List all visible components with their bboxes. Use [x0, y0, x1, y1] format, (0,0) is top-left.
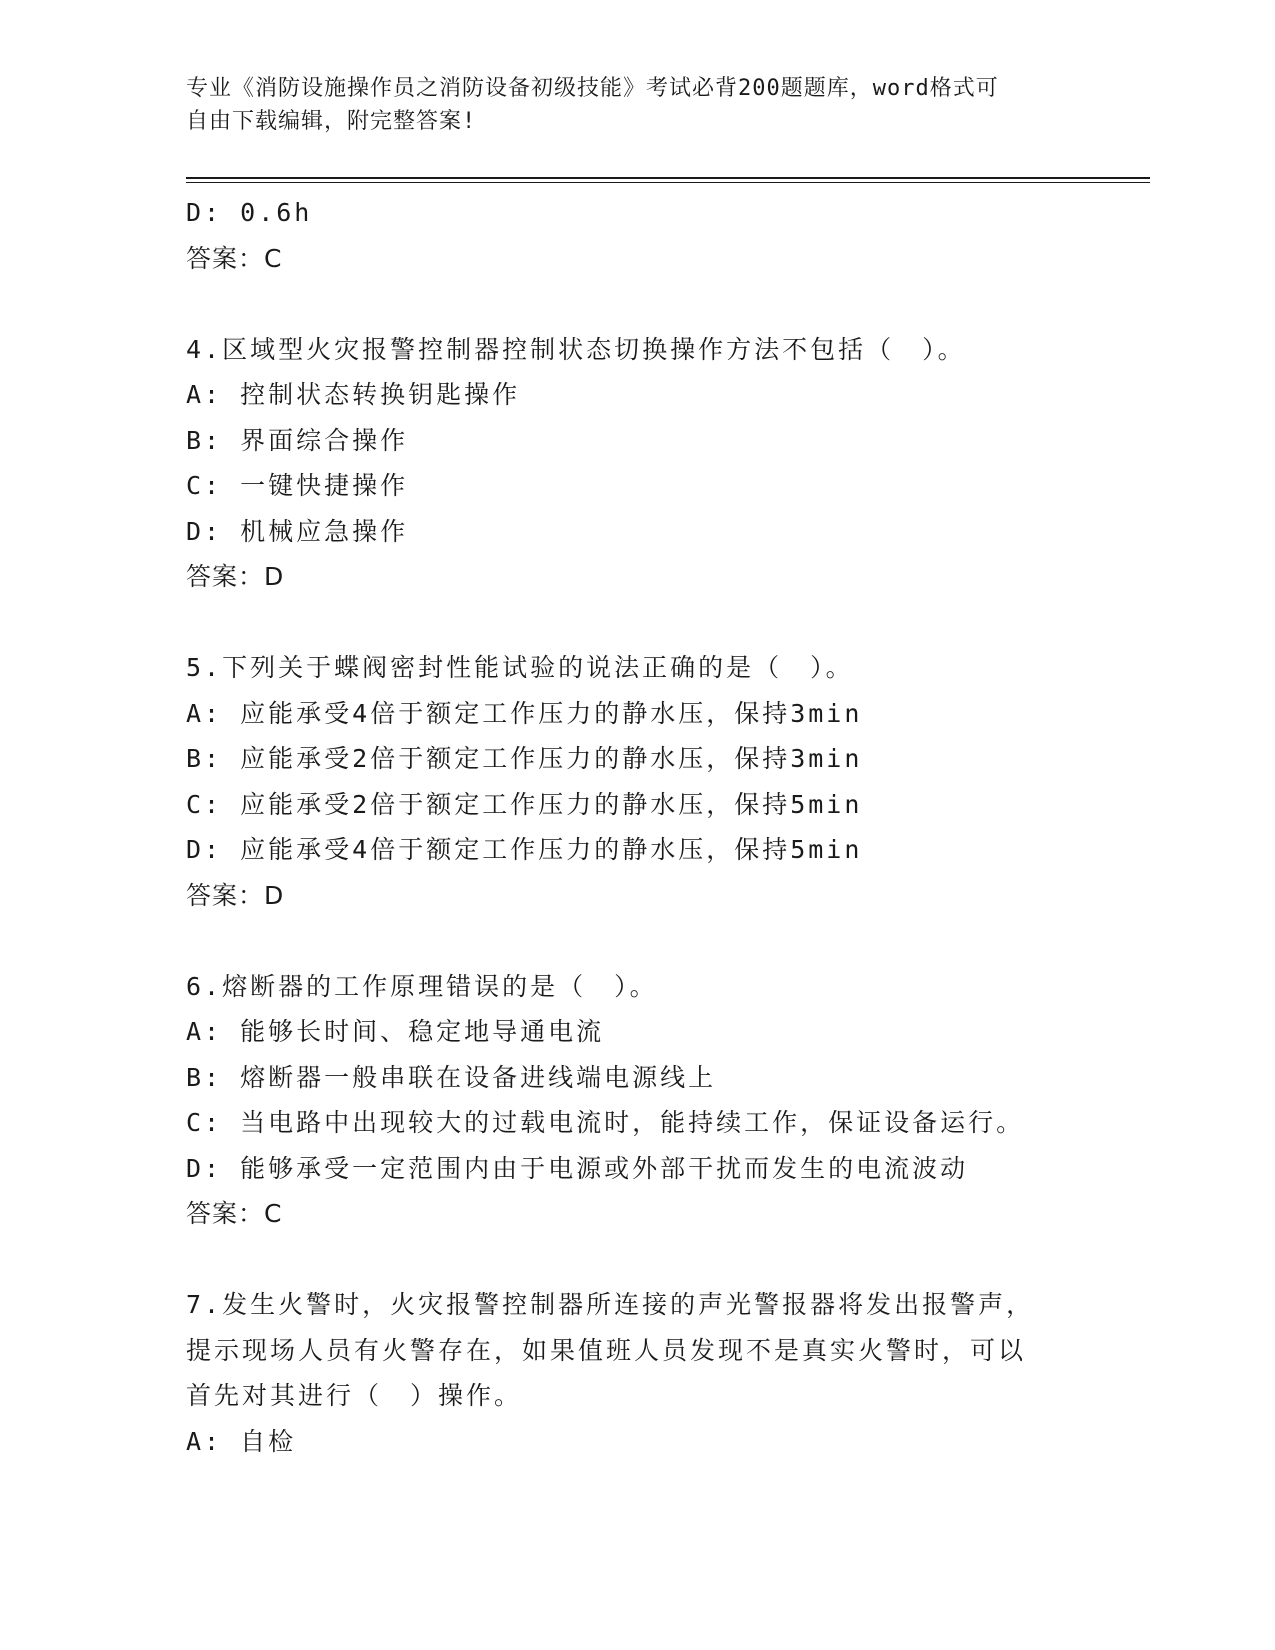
stem-line: 首先对其进行（ ）操作。: [186, 1381, 523, 1410]
stem-line: 提示现场人员有火警存在，如果值班人员发现不是真实火警时，可以: [186, 1335, 1027, 1365]
stem-line: 7.发生火警时，火灾报警控制器所连接的声光警报器将发出报警声，: [186, 1290, 1035, 1319]
option-c: C: 应能承受2倍于额定工作压力的静水压，保持5min: [186, 789, 863, 819]
option-a: A: 控制状态转换钥匙操作: [186, 380, 521, 409]
question-stem: [186, 1282, 1146, 1419]
option-b: B: 熔断器一般串联在设备进线端电源线上: [186, 1062, 717, 1092]
question-stem: [186, 964, 1146, 1010]
question-4: [186, 327, 1146, 600]
page-header: [186, 72, 1066, 138]
option-d: D: 能够承受一定范围内由于电源或外部干扰而发生的电流波动: [186, 1153, 969, 1183]
stem-line: 4.区域型火灾报警控制器控制状态切换操作方法不包括（ ）。: [186, 334, 966, 364]
question-6: [186, 964, 1146, 1237]
option-d: D: 机械应急操作: [186, 516, 409, 546]
option-c: C: 当电路中出现较大的过载电流时，能持续工作，保证设备运行。: [186, 1108, 1025, 1137]
question-5: [186, 645, 1146, 918]
stem-line: 6.熔断器的工作原理错误的是（ ）。: [186, 971, 658, 1001]
option-a: A: 能够长时间、稳定地导通电流: [186, 1017, 605, 1046]
option-d: D: 应能承受4倍于额定工作压力的静水压，保持5min: [186, 835, 863, 864]
option-a: A: 应能承受4倍于额定工作压力的静水压，保持3min: [186, 698, 863, 728]
header-line-2: 自由下载编辑，附完整答案!: [186, 109, 477, 134]
spacer: [186, 1237, 1146, 1283]
question-3-tail: [186, 190, 1146, 281]
spacer: [186, 281, 1146, 327]
answer-line: 答案：C: [186, 243, 283, 273]
answer-line: 答案：D: [186, 562, 285, 591]
spacer: [186, 918, 1146, 964]
header-divider-thick: [186, 177, 1150, 179]
header-divider-thin: [186, 182, 1150, 183]
option-d: D: 0.6h: [186, 198, 313, 227]
spacer: [186, 600, 1146, 646]
answer-line: 答案：D: [186, 880, 285, 910]
question-stem: [186, 327, 1146, 373]
option-c: C: 一键快捷操作: [186, 471, 409, 500]
question-stem: [186, 645, 1146, 691]
answer-line: 答案：C: [186, 1199, 283, 1228]
option-b: B: 界面综合操作: [186, 425, 409, 455]
header-line-1: 专业《消防设施操作员之消防设备初级技能》考试必背200题题库，word格式可: [186, 76, 999, 101]
question-7: [186, 1282, 1146, 1464]
stem-line: 5.下列关于蝶阀密封性能试验的说法正确的是（ ）。: [186, 653, 854, 682]
option-b: B: 应能承受2倍于额定工作压力的静水压，保持3min: [186, 744, 863, 773]
option-a: A: 自检: [186, 1426, 297, 1456]
question-list: [186, 190, 1146, 1464]
